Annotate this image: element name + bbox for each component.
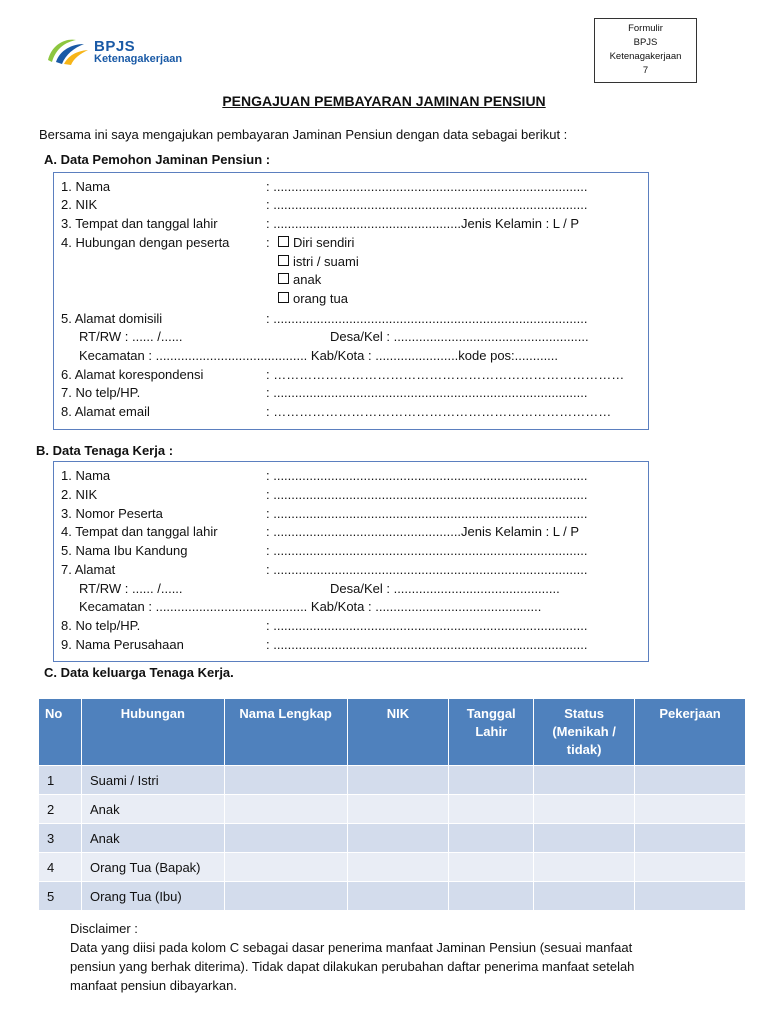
table-header-row <box>39 699 746 766</box>
field-email-input[interactable]: : …………………………………………………………………… <box>266 404 612 419</box>
field-nama-input[interactable]: : ....................................................................................... <box>266 179 588 194</box>
field-label-telp: 7. No telp/HP. <box>61 385 141 400</box>
table-header-cell: Status (Menikah / tidak) <box>534 699 635 766</box>
table-cell-input[interactable] <box>635 882 746 911</box>
family-table <box>38 698 746 911</box>
checkbox-label: anak <box>293 272 322 287</box>
table-cell-hubungan: Anak <box>81 795 224 824</box>
disclaimer-line: pensiun yang berhak diterima). Tidak dapat dilakukan perubahan daftar penerima manfaat setelah <box>70 959 635 974</box>
table-cell-input[interactable] <box>534 853 635 882</box>
field-label-alamat: 5. Alamat domisili <box>61 311 163 326</box>
table-cell-input[interactable] <box>449 853 534 882</box>
field-telp-input[interactable]: : ....................................................................................... <box>266 385 588 400</box>
checkbox-diri-sendiri[interactable] <box>278 235 354 251</box>
checkbox-label: orang tua <box>293 291 348 306</box>
field-label-perusahaan: 9. Nama Perusahaan <box>61 637 184 652</box>
field-rtrw[interactable]: RT/RW : ...... /...... <box>79 329 183 344</box>
field-colon: : <box>266 235 270 250</box>
section-c-heading: C. Data keluarga Tenaga Kerja. <box>44 665 234 680</box>
table-cell-input[interactable] <box>534 824 635 853</box>
table-cell-input[interactable] <box>224 824 347 853</box>
field-telp-input[interactable]: : ....................................................................................... <box>266 618 588 633</box>
table-cell-no: 1 <box>39 766 82 795</box>
field-label-ttl: 4. Tempat dan tanggal lahir <box>61 524 218 539</box>
table-header-cell: Nama Lengkap <box>224 699 347 766</box>
table-cell-input[interactable] <box>635 853 746 882</box>
section-a-box <box>53 172 649 430</box>
table-header-cell: NIK <box>347 699 449 766</box>
field-perusahaan-input[interactable]: : ....................................................................................... <box>266 637 588 652</box>
table-cell-input[interactable] <box>347 853 449 882</box>
table-cell-input[interactable] <box>534 882 635 911</box>
checkbox-label: istri / suami <box>293 254 359 269</box>
field-label-nik: 2. NIK <box>61 487 98 502</box>
section-a-heading: A. Data Pemohon Jaminan Pensiun : <box>44 152 271 167</box>
form-box-line: BPJS <box>633 37 658 48</box>
checkbox-icon[interactable] <box>278 236 289 247</box>
field-ttl-input[interactable]: : ....................................................Jenis Kelamin : L / P <box>266 524 580 539</box>
table-body <box>39 766 746 911</box>
form-box-line: Ketenagakerjaan <box>609 51 682 62</box>
table-cell-input[interactable] <box>635 824 746 853</box>
page-title: PENGAJUAN PEMBAYARAN JAMINAN PENSIUN <box>222 93 546 109</box>
table-row <box>39 882 746 911</box>
table-cell-input[interactable] <box>224 882 347 911</box>
table-cell-hubungan: Suami / Istri <box>81 766 224 795</box>
field-nik-input[interactable]: : ....................................................................................... <box>266 487 588 502</box>
table-cell-input[interactable] <box>224 795 347 824</box>
field-nama-input[interactable]: : ....................................................................................... <box>266 468 588 483</box>
table-cell-input[interactable] <box>635 766 746 795</box>
field-label-alamat-kor: 6. Alamat korespondensi <box>61 367 204 382</box>
table-cell-input[interactable] <box>347 882 449 911</box>
table-cell-no: 4 <box>39 853 82 882</box>
table-header-cell: No <box>39 699 82 766</box>
form-box-line: Formulir <box>628 23 663 34</box>
table-header-cell: Pekerjaan <box>635 699 746 766</box>
checkbox-istri-suami[interactable] <box>278 254 359 270</box>
field-label-ibu: 5. Nama Ibu Kandung <box>61 543 188 558</box>
field-nomor-peserta-input[interactable]: : ....................................................................................... <box>266 506 588 521</box>
table-row <box>39 853 746 882</box>
form-number-box <box>594 18 697 83</box>
table-cell-input[interactable] <box>347 795 449 824</box>
disclaimer-line: manfaat pensiun dibayarkan. <box>70 978 237 993</box>
field-label-ttl: 3. Tempat dan tanggal lahir <box>61 216 218 231</box>
table-cell-hubungan: Orang Tua (Ibu) <box>81 882 224 911</box>
field-ttl-input[interactable]: : ....................................................Jenis Kelamin : L / P <box>266 216 580 231</box>
disclaimer-line: Data yang diisi pada kolom C sebagai dasar penerima manfaat Jaminan Pensiun (sesuai manfaat <box>70 940 633 955</box>
field-label-alamat: 7. Alamat <box>61 562 116 577</box>
field-label-nomor-peserta: 3. Nomor Peserta <box>61 506 163 521</box>
checkbox-icon[interactable] <box>278 292 289 303</box>
table-cell-no: 5 <box>39 882 82 911</box>
field-label-nama: 1. Nama <box>61 468 111 483</box>
checkbox-icon[interactable] <box>278 255 289 266</box>
table-cell-input[interactable] <box>347 766 449 795</box>
field-desa[interactable]: Desa/Kel : ...................................................... <box>330 329 589 344</box>
field-nik-input[interactable]: : ....................................................................................... <box>266 197 588 212</box>
field-label-hubungan: 4. Hubungan dengan peserta <box>61 235 230 250</box>
field-alamat-input[interactable]: : ....................................................................................... <box>266 562 588 577</box>
field-desa[interactable]: Desa/Kel : .............................................. <box>330 581 560 596</box>
table-cell-input[interactable] <box>224 766 347 795</box>
field-label-telp: 8. No telp/HP. <box>61 618 141 633</box>
table-cell-input[interactable] <box>449 795 534 824</box>
checkbox-icon[interactable] <box>278 273 289 284</box>
field-label-nama: 1. Nama <box>61 179 111 194</box>
table-cell-input[interactable] <box>635 795 746 824</box>
table-cell-input[interactable] <box>534 766 635 795</box>
table-cell-no: 3 <box>39 824 82 853</box>
section-b-heading: B. Data Tenaga Kerja : <box>36 443 174 458</box>
field-kecamatan[interactable]: Kecamatan : .......................................... Kab/Kota : .............................................. <box>79 599 542 614</box>
table-cell-input[interactable] <box>534 795 635 824</box>
checkbox-label: Diri sendiri <box>293 235 355 250</box>
table-header-cell: Tanggal Lahir <box>449 699 534 766</box>
table-row <box>39 795 746 824</box>
field-kecamatan[interactable]: Kecamatan : .......................................... Kab/Kota : .......................kode pos:............ <box>79 348 559 363</box>
table-row <box>39 824 746 853</box>
field-label-nik: 2. NIK <box>61 197 98 212</box>
field-ibu-input[interactable]: : ....................................................................................... <box>266 543 588 558</box>
checkbox-anak[interactable] <box>278 272 321 288</box>
bpjs-logo <box>44 34 214 70</box>
table-cell-input[interactable] <box>224 853 347 882</box>
table-cell-input[interactable] <box>347 824 449 853</box>
table-cell-input[interactable] <box>449 766 534 795</box>
table-header-cell: Hubungan <box>81 699 224 766</box>
checkbox-orang-tua[interactable] <box>278 291 348 307</box>
field-alamat-input[interactable]: : ....................................................................................... <box>266 311 588 326</box>
field-alamat-kor-input[interactable]: : ……………………………………………………………………… <box>266 367 625 382</box>
field-rtrw[interactable]: RT/RW : ...... /...... <box>79 581 183 596</box>
table-cell-no: 2 <box>39 795 82 824</box>
bpjs-logo-icon <box>44 36 90 66</box>
table-cell-input[interactable] <box>449 882 534 911</box>
logo-sub: Ketenagakerjaan <box>94 53 183 65</box>
table-cell-hubungan: Orang Tua (Bapak) <box>81 853 224 882</box>
table-cell-input[interactable] <box>449 824 534 853</box>
field-label-email: 8. Alamat email <box>61 404 150 419</box>
table-cell-hubungan: Anak <box>81 824 224 853</box>
intro-text: Bersama ini saya mengajukan pembayaran Jaminan Pensiun dengan data sebagai berikut : <box>39 127 568 142</box>
logo-name: BPJS <box>94 38 136 55</box>
disclaimer-title: Disclaimer : <box>70 921 138 936</box>
table-row <box>39 766 746 795</box>
form-box-line: 7 <box>642 65 649 76</box>
section-b-box <box>53 461 649 662</box>
